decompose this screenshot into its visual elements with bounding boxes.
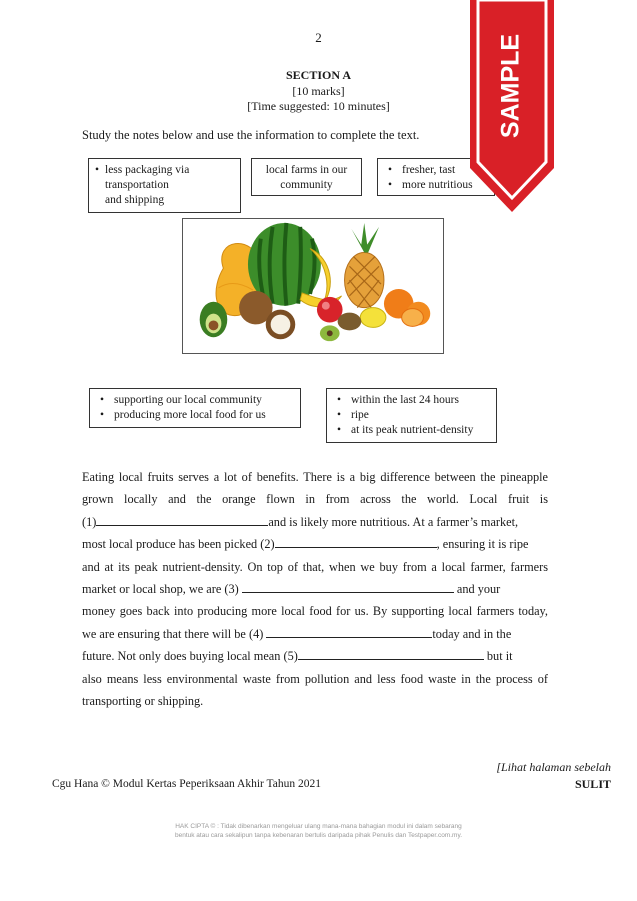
passage-line: money goes back into producing more local food for us. By supporting local farmers today, <box>82 604 548 619</box>
passage-line <box>82 578 548 600</box>
note-item: • more nutritious <box>382 178 490 193</box>
copyright-line: bentuk atau cara sekalipun tanpa kebenaran bertulis daripada pihak Penulis dan Testpaper.com.my. <box>174 832 463 839</box>
answer-blank-1[interactable] <box>96 513 268 526</box>
passage-line: and at its peak nutrient-density. On top of that, when we buy from a local farmer, farmers <box>82 559 548 574</box>
passage-text: future. Not only does buying local mean (5) <box>82 649 298 664</box>
note-text: community <box>280 179 333 191</box>
passage <box>82 466 548 712</box>
note-box-within-24-hours <box>326 388 497 443</box>
passage-text: but it <box>486 649 513 664</box>
copyright-line: HAK CIPTA © : Tidak dibenarkan mengeluar ulang mana-mana bahagian modul ini dalam sebarang <box>175 823 462 830</box>
passage-line: transporting or shipping. <box>82 694 204 709</box>
passage-text: (1) <box>82 514 97 529</box>
passage-text: most local produce has been picked (2) <box>82 537 275 552</box>
passage-line <box>82 533 548 555</box>
passage-line <box>82 623 548 645</box>
section-time: [Time suggested: 10 minutes] <box>247 99 390 113</box>
sample-watermark-ribbon <box>466 0 558 212</box>
passage-text: and your <box>456 582 501 597</box>
answer-blank-3[interactable] <box>242 580 454 593</box>
note-text: less packaging via <box>105 164 190 176</box>
note-item: • supporting our local community <box>94 393 296 408</box>
passage-line <box>82 645 548 667</box>
footer-credit: Cgu Hana © Modul Kertas Peperiksaan Akhir Tahun 2021 <box>52 778 321 790</box>
section-title: SECTION A <box>285 68 352 82</box>
passage-text: , ensuring it is ripe <box>436 537 529 552</box>
note-box-supporting <box>89 388 301 428</box>
passage-text: we are ensuring that there will be (4) <box>82 626 264 641</box>
passage-line: also means less environmental waste from pollution and less food waste in the process of <box>82 671 548 686</box>
note-item: • at its peak nutrient-density <box>331 423 492 438</box>
note-item: • within the last 24 hours <box>331 393 492 408</box>
passage-line <box>82 511 548 533</box>
note-item: • ripe <box>331 408 492 423</box>
copyright-notice <box>0 822 637 840</box>
note-text: local farms in our <box>265 164 348 176</box>
note-text: and shipping <box>105 194 165 206</box>
section-marks: [10 marks] <box>292 84 345 98</box>
answer-blank-2[interactable] <box>275 535 437 548</box>
next-page-note: [Lihat halaman sebelah <box>496 760 611 774</box>
note-item: • fresher, tast <box>382 163 490 178</box>
note-box-local-farms <box>251 158 362 196</box>
note-item <box>93 163 236 208</box>
note-box-packaging <box>88 158 241 213</box>
passage-line: grown locally and the orange flown in from across the world. Local fruit is <box>82 492 548 507</box>
answer-blank-5[interactable] <box>298 647 484 660</box>
note-item: • producing more local food for us <box>94 408 296 423</box>
page-number: 2 <box>315 30 322 45</box>
passage-line: Eating local fruits serves a lot of benefits. There is a big difference between the pineapple <box>82 470 548 484</box>
instruction-text: Study the notes below and use the information to complete the text. <box>82 128 420 142</box>
sample-label: SAMPLE <box>496 33 525 139</box>
passage-text: today and in the <box>432 626 512 641</box>
passage-text: market or local shop, we are (3) <box>82 582 239 597</box>
note-text: transportation <box>105 179 169 191</box>
fruit-illustration <box>182 218 444 354</box>
footer-sulit: SULIT <box>574 777 611 791</box>
passage-text: and is likely more nutritious. At a farmer’s market, <box>268 514 519 529</box>
answer-blank-4[interactable] <box>266 625 432 638</box>
